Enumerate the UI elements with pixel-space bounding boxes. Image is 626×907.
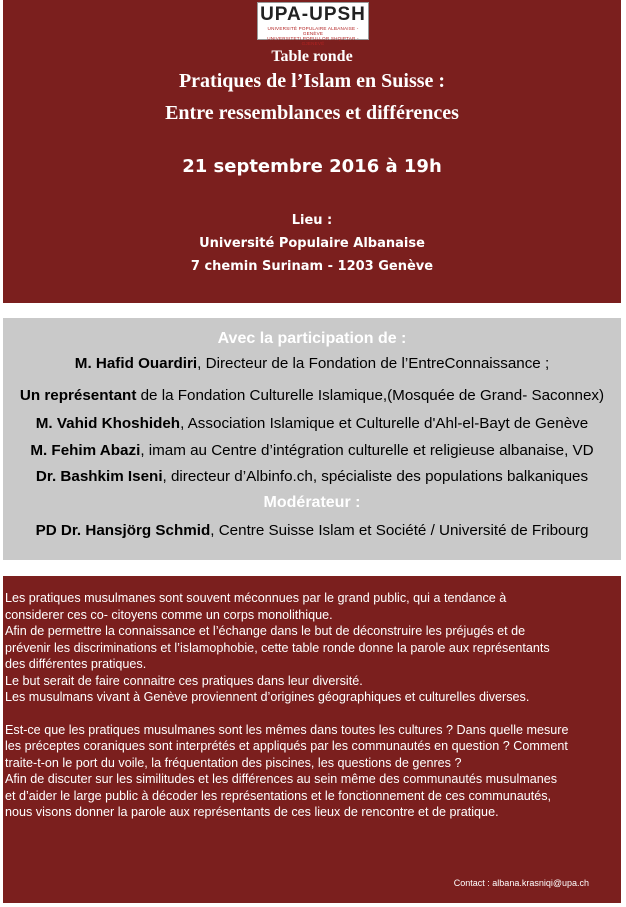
description-line: les préceptes coraniques sont interprétés et appliqués par les communautés en question ? Comment: [5, 739, 568, 753]
participant-desc: , Association Islamique et Culturelle d'Ahl-el-Bayt de Genève: [180, 415, 589, 432]
logo-subtitle-1: UNIVERSITÉ POPULAIRE ALBANAISE - GENÈVE: [267, 26, 359, 36]
participant-desc: , directeur d’Albinfo.ch, spécialiste des populations balkaniques: [162, 468, 589, 485]
description-line: Les musulmans vivant à Genève proviennent d’origines géographiques et culturelles diverses.: [5, 690, 530, 704]
description-line: Les pratiques musulmanes sont souvent méconnues par le grand public, qui a tendance à: [5, 591, 507, 605]
participant-item: [3, 468, 621, 485]
participant-name: M. Hafid Ouardiri: [74, 355, 198, 372]
venue-address: 7 chemin Surinam - 1203 Genève: [190, 259, 434, 274]
description-text: [5, 590, 619, 821]
description-line: traite-t-on le port du voile, la fréquentation des piscines, les questions de genres ?: [5, 755, 462, 770]
description-line: nous visons donner la parole aux représentants de ces lieux de rencontre et de pratique.: [5, 805, 499, 819]
moderator-heading: Modérateur :: [263, 494, 361, 511]
participant-item: [3, 415, 621, 432]
event-date: 21 septembre 2016 à 19h: [182, 156, 442, 177]
description-line: Afin de permettre la connaissance et l’échange dans le but de déconstruire les préjugés et de: [5, 624, 526, 638]
participants-panel: [3, 318, 621, 560]
participant-item: [3, 387, 621, 404]
participant-desc: , imam au Centre d’intégration culturelle et religieuse albanaise, VD: [140, 442, 594, 459]
logo-subtitle-2: UNIVERSITETI POPULLOR SHQIPTAR - GJENEVË: [267, 36, 359, 46]
moderator-name: PD Dr. Hansjörg Schmid: [35, 522, 211, 539]
moderator-desc: , Centre Suisse Islam et Société / Université de Fribourg: [210, 522, 589, 539]
participant-desc: de la Fondation Culturelle Islamique,(Mosquée de Grand- Saconnex): [136, 387, 605, 404]
description-line: Le but serait de faire connaitre ces pratiques dans leur diversité.: [5, 673, 363, 688]
participant-item: [3, 442, 621, 459]
participant-name: M. Fehim Abazi: [30, 442, 141, 459]
participant-name: Un représentant: [19, 387, 137, 404]
event-title-line-2: Entre ressemblances et différences: [165, 102, 459, 124]
participant-desc: , Directeur de la Fondation de l’EntreConnaissance ;: [197, 355, 550, 372]
contact-email: Contact : albana.krasniqi@upa.ch: [453, 878, 589, 888]
description-line: considerer ces co- citoyens comme un corps monolithique.: [5, 607, 333, 622]
event-type-label: Table ronde: [271, 48, 353, 65]
venue-name: Université Populaire Albanaise: [199, 236, 425, 251]
participants-heading: Avec la participation de :: [217, 330, 407, 347]
description-line: Est-ce que les pratiques musulmanes sont les mêmes dans toutes les cultures ? Dans quelle mesure: [5, 722, 569, 737]
upa-upsh-logo: [257, 2, 369, 46]
description-line: des différentes pratiques.: [5, 657, 147, 671]
description-panel: [3, 576, 621, 903]
venue-label: Lieu :: [291, 213, 333, 228]
participant-name: Dr. Bashkim Iseni: [35, 468, 163, 485]
participant-item: [3, 355, 621, 372]
description-line: Afin de discuter sur les similitudes et les différences au sein même des communautés musulmanes: [5, 772, 558, 786]
participant-name: M. Vahid Khoshideh: [35, 415, 181, 432]
moderator-item: [3, 522, 621, 539]
description-line: prévenir les discriminations et l’islamophobie, cette table ronde donne la parole aux représentants: [5, 640, 550, 655]
logo-text: UPA-UPSH: [260, 4, 366, 25]
event-header-panel: [3, 0, 621, 303]
description-line: et d’aider le large public à décoder les représentations et le fonctionnement de ces communautés,: [5, 788, 552, 803]
event-title-line-1: Pratiques de l’Islam en Suisse :: [178, 70, 446, 92]
